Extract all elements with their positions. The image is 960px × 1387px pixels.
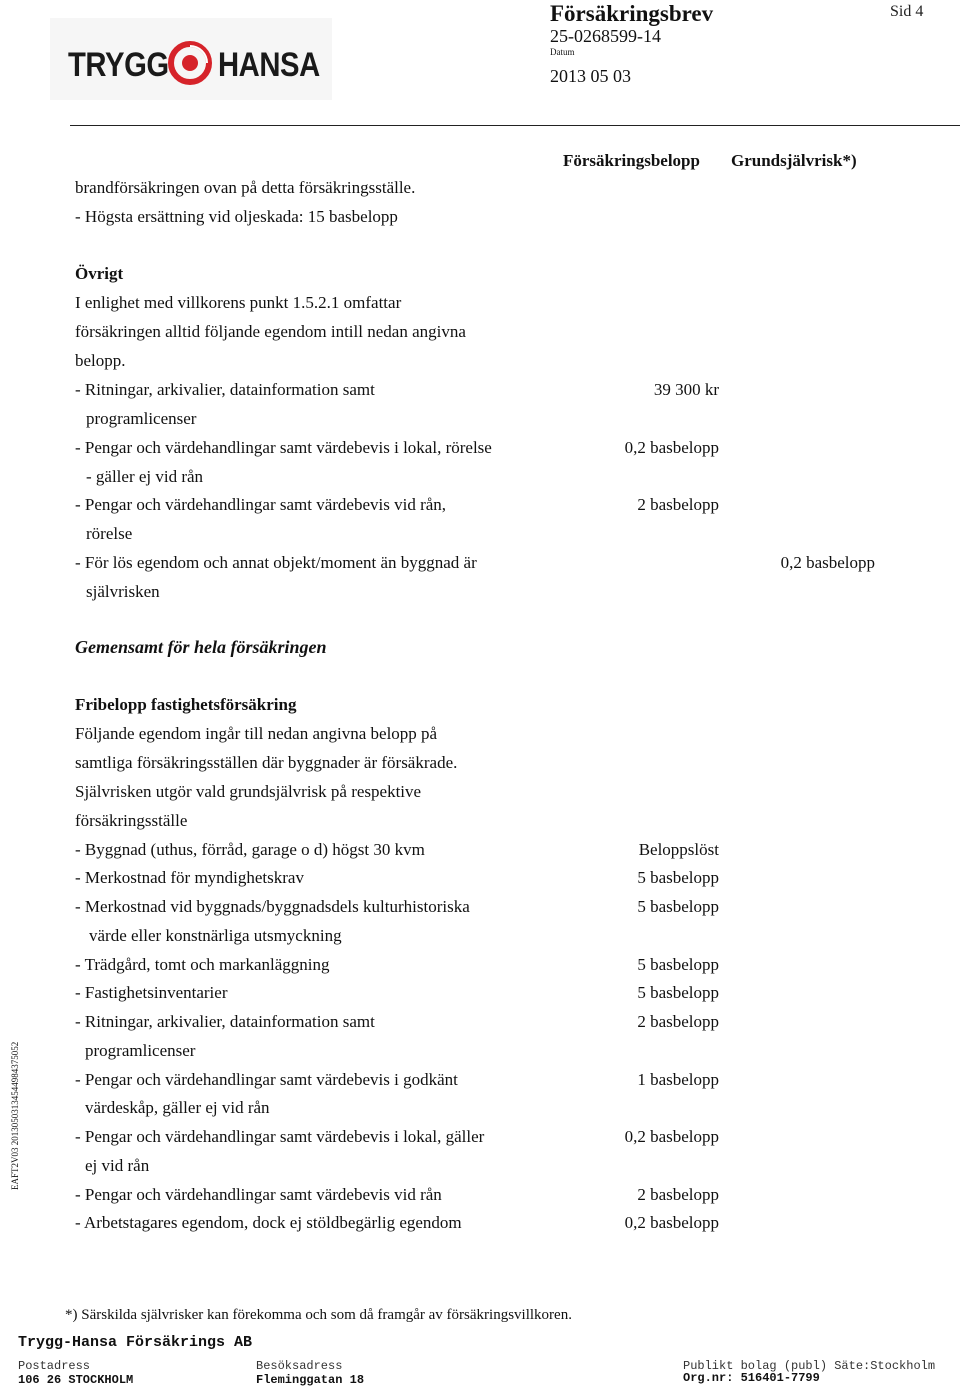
body-line: försäkringen alltid följande egendom intill nedan angivna — [75, 322, 466, 341]
document-barcode-text: EAFT2V03 20130503134544984375052 — [10, 1041, 20, 1190]
item-amount: 0,2 basbelopp — [624, 1213, 719, 1232]
item-line: - Fastighetsinventarier — [75, 983, 228, 1002]
subheading-fribelopp: Fribelopp fastighetsförsäkring — [75, 695, 297, 714]
document-number: 25-0268599-14 — [550, 26, 661, 46]
date-value: 2013 05 03 — [550, 66, 631, 86]
intro-line: - Högsta ersättning vid oljeskada: 15 basbelopp — [75, 207, 398, 226]
footer-postadress-label: Postadress — [18, 1359, 91, 1373]
item-amount: 0,2 basbelopp — [624, 1127, 719, 1146]
intro-line: brandförsäkringen ovan på detta försäkringsställe. — [75, 178, 416, 197]
item-amount: 5 basbelopp — [637, 897, 719, 916]
item-line: - Arbetstagares egendom, dock ej stöldbegärlig egendom — [75, 1213, 462, 1232]
body-line: belopp. — [75, 351, 126, 370]
item-line: - Pengar och värdehandlingar samt värdebevis vid rån — [75, 1185, 442, 1204]
body-line: I enlighet med villkorens punkt 1.5.2.1 omfattar — [75, 293, 402, 312]
item-deductible: 0,2 basbelopp — [780, 553, 875, 572]
item-line: - Pengar och värdehandlingar samt värdebevis i lokal, rörelse — [75, 438, 492, 457]
item-amount: 1 basbelopp — [637, 1070, 719, 1089]
body-line: Självrisken utgör vald grundsjälvrisk på respektive — [75, 782, 422, 801]
item-line: - Pengar och värdehandlingar samt värdebevis vid rån, — [75, 495, 447, 514]
item-line: - Pengar och värdehandlingar samt värdebevis i godkänt — [75, 1070, 458, 1089]
header-divider — [70, 125, 960, 126]
footer-besoksadress-label: Besöksadress — [256, 1359, 343, 1373]
item-amount: 0,2 basbelopp — [624, 438, 719, 457]
item-amount: 5 basbelopp — [637, 868, 719, 887]
footnote: *) Särskilda självrisker kan förekomma och som då framgår av försäkringsvillkoren. — [65, 1307, 572, 1323]
column-heading-amount: Försäkringsbelopp — [563, 151, 700, 170]
logo-text-right: HANSA — [218, 46, 320, 84]
item-amount: 2 basbelopp — [637, 1185, 719, 1204]
page-number: Sid 4 — [890, 3, 924, 20]
item-line: programlicenser — [86, 409, 197, 428]
item-line: - Merkostnad för myndighetskrav — [75, 868, 304, 887]
item-amount: 5 basbelopp — [637, 983, 719, 1002]
item-line: - För lös egendom och annat objekt/moment än byggnad är — [75, 553, 477, 572]
footer-orgnr: Org.nr: 516401-7799 — [683, 1371, 820, 1385]
item-amount: 5 basbelopp — [637, 955, 719, 974]
item-line: - Ritningar, arkivalier, datainformation samt — [75, 380, 375, 399]
section-heading-ovrigt: Övrigt — [75, 264, 124, 283]
item-line: rörelse — [86, 524, 133, 543]
item-line: programlicenser — [85, 1041, 196, 1060]
item-line: - Trädgård, tomt och markanläggning — [75, 955, 330, 974]
item-line: värdeskåp, gäller ej vid rån — [85, 1098, 270, 1117]
company-logo — [50, 18, 332, 100]
footer-company-info: Publikt bolag (publ) Säte:Stockholm — [683, 1359, 936, 1373]
item-line: självrisken — [86, 582, 160, 601]
body-line: försäkringsställe — [75, 811, 188, 830]
item-line: - Pengar och värdehandlingar samt värdebevis i lokal, gäller — [75, 1127, 485, 1146]
item-amount: 2 basbelopp — [637, 495, 719, 514]
item-line: - Ritningar, arkivalier, datainformation samt — [75, 1012, 375, 1031]
item-line: värde eller konstnärliga utsmyckning — [89, 926, 342, 945]
date-label: Datum — [550, 47, 575, 57]
section-heading-gemensamt: Gemensamt för hela försäkringen — [75, 637, 327, 657]
document-title: Försäkringsbrev — [550, 1, 714, 26]
body-line: Följande egendom ingår till nedan angivna belopp på — [75, 724, 438, 743]
item-amount: 2 basbelopp — [637, 1012, 719, 1031]
body-line: samtliga försäkringsställen där byggnader är försäkrade. — [75, 753, 458, 772]
column-heading-deductible: Grundsjälvrisk*) — [731, 151, 857, 170]
logo-text-left: TRYGG — [68, 46, 169, 84]
footer-postadress-value: 106 26 STOCKHOLM — [18, 1373, 134, 1387]
logo-ring-icon — [167, 40, 213, 86]
item-line: ej vid rån — [85, 1156, 150, 1175]
item-line: - gäller ej vid rån — [86, 467, 204, 486]
footer-company: Trygg-Hansa Försäkrings AB — [18, 1334, 253, 1351]
item-amount: 39 300 kr — [653, 380, 719, 399]
item-line: - Byggnad (uthus, förråd, garage o d) högst 30 kvm — [75, 840, 425, 859]
item-amount: Beloppslöst — [638, 840, 719, 859]
footer-besoksadress-value: Fleminggatan 18 — [256, 1373, 365, 1387]
item-line: - Merkostnad vid byggnads/byggnadsdels kulturhistoriska — [75, 897, 470, 916]
